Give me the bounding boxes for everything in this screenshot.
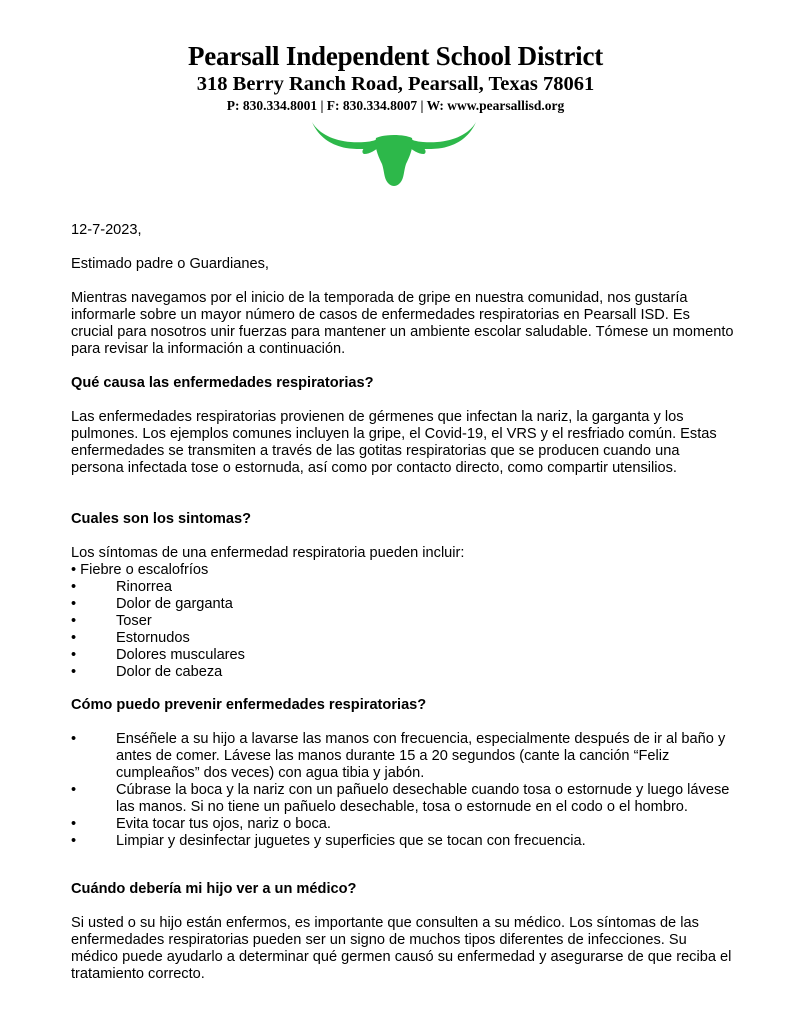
- bullet-icon: •: [71, 579, 77, 595]
- list-item: [71, 833, 735, 850]
- bullet-icon: •: [71, 562, 77, 578]
- list-item: [71, 630, 735, 647]
- symptoms-list: [71, 579, 735, 681]
- list-item: [71, 613, 735, 630]
- symptoms-intro: Los síntomas de una enfermedad respiratoria pueden incluir:: [71, 545, 465, 561]
- list-item: [71, 731, 735, 782]
- bullet-icon: •: [71, 816, 77, 832]
- causes-heading: Qué causa las enfermedades respiratorias?: [71, 375, 374, 391]
- bullet-icon: •: [71, 630, 77, 646]
- letter-date: 12-7-2023,: [71, 222, 142, 238]
- letterhead: [0, 40, 791, 115]
- symptoms-heading: Cuales son los sintomas?: [71, 511, 252, 527]
- longhorn-logo-icon: [310, 118, 478, 188]
- list-item: [71, 816, 735, 833]
- list-item: [71, 782, 735, 816]
- symptom-label: Toser: [116, 613, 152, 629]
- symptom-first-item: [71, 562, 208, 579]
- bullet-icon: •: [71, 833, 77, 849]
- bullet-icon: •: [71, 664, 77, 680]
- prevention-heading: Cómo puedo prevenir enfermedades respiratorias?: [71, 697, 427, 713]
- list-item: [71, 579, 735, 596]
- doctor-paragraph: Si usted o su hijo están enfermos, es importante que consulten a su médico. Los síntomas de las enfermedades respiratorias pueden ser un signo de muchos tipos diferentes de infecciones. Su médico puede ayudarlo a determinar qué germen causó su enfermedad y asegurarse de que reciba el tratamiento correcto.: [71, 915, 732, 982]
- salutation: Estimado padre o Guardianes,: [71, 256, 269, 272]
- list-item: [71, 664, 735, 681]
- bullet-icon: •: [71, 613, 77, 629]
- symptom-label: Dolores musculares: [116, 647, 245, 663]
- district-contact: P: 830.334.8001 | F: 830.334.8007 | W: www.pearsallisd.org: [226, 98, 565, 113]
- prevention-tip: Enséñele a su hijo a lavarse las manos con frecuencia, especialmente después de ir al baño y antes de comer. Lávese las manos durante 15 a 20 segundos (cante la canción “Feliz cumpleaños” dos veces) con agua tibia y jabón.: [116, 731, 726, 781]
- list-item: [71, 647, 735, 664]
- symptom-label: Estornudos: [116, 630, 190, 646]
- prevention-tip: Cúbrase la boca y la nariz con un pañuelo desechable cuando tosa o estornude y luego lávese las manos. Si no tiene un pañuelo desechable, tosa o estornude en el codo o el hombro.: [116, 782, 730, 815]
- bullet-icon: •: [71, 731, 77, 747]
- prevention-tip: Limpiar y desinfectar juguetes y superficies que se tocan con frecuencia.: [116, 833, 586, 849]
- symptom-first-label: Fiebre o escalofríos: [80, 562, 209, 578]
- prevention-tip: Evita tocar tus ojos, nariz o boca.: [116, 816, 331, 832]
- bullet-icon: •: [71, 647, 77, 663]
- bullet-icon: •: [71, 596, 77, 612]
- list-item: [71, 596, 735, 613]
- bullet-icon: •: [71, 782, 77, 798]
- prevention-list: [71, 731, 735, 850]
- doctor-heading: Cuándo debería mi hijo ver a un médico?: [71, 881, 357, 897]
- symptom-label: Dolor de cabeza: [116, 664, 223, 680]
- district-address: 318 Berry Ranch Road, Pearsall, Texas 78061: [196, 73, 595, 95]
- symptom-label: Dolor de garganta: [116, 596, 233, 612]
- symptom-label: Rinorrea: [116, 579, 172, 595]
- district-name: Pearsall Independent School District: [187, 41, 604, 71]
- intro-paragraph: Mientras navegamos por el inicio de la temporada de gripe en nuestra comunidad, nos gustaría informarle sobre un mayor número de casos de enfermedades respiratorias en Pearsall ISD. Es crucial para nosotros unir fuerzas para mantener un ambiente escolar saludable. Tómese un momento para revisar la información a continuación.: [71, 290, 734, 357]
- causes-paragraph: Las enfermedades respiratorias provienen de gérmenes que infectan la nariz, la garganta y los pulmones. Los ejemplos comunes incluyen la gripe, el Covid-19, el VRS y el resfriado común. Estas enfermedades se transmiten a través de las gotitas respiratorias que se producen cuando una persona infectada tose o estornuda, así como por contacto directo, como compartir utensilios.: [71, 409, 717, 476]
